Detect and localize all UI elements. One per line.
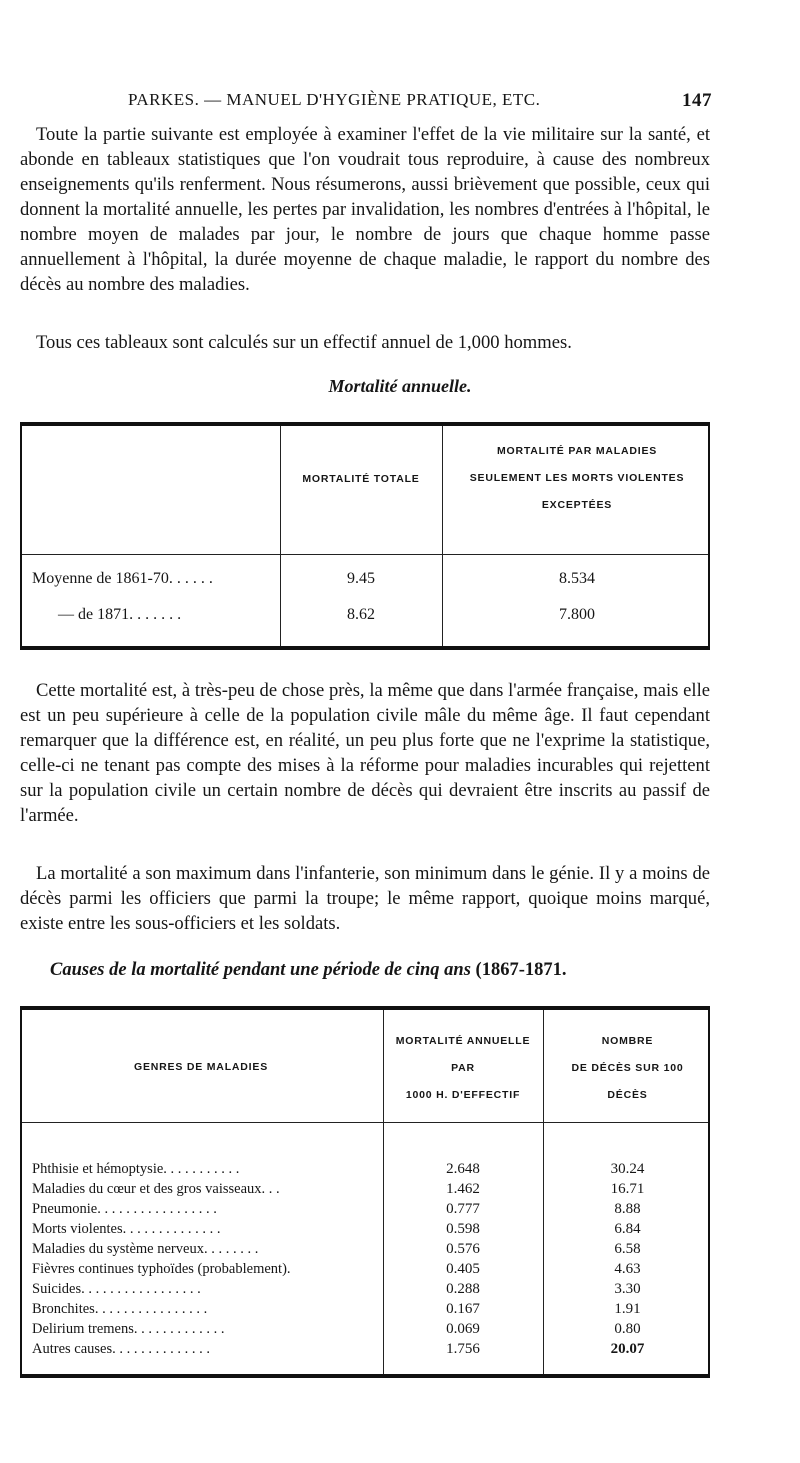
running-title: PARKES. — MANUEL D'HYGIÈNE PRATIQUE, ETC. — [128, 90, 541, 109]
table-cell: 0.598 — [446, 1221, 480, 1237]
table-cell: 1.756 — [446, 1341, 480, 1357]
table-cell: 1.462 — [446, 1181, 480, 1197]
col-mortalite-maladies: MORTALITÉ PAR MALADIES SEULEMENT LES MORTS VIOLENTES EXCEPTÉES — [469, 445, 685, 511]
table-row-label: Autres causes. . . . . . . . . . . . . . — [32, 1341, 211, 1357]
paragraph-intro: Toute la partie suivante est employée à examiner l'effet de la vie militaire sur la santé, et abonde en tableaux statistiques que l'on voudrait tous reproduire, à cause des nombreux enseignements qu'ils renferment. Nous résumerons, aussi brièvement que possible, ceux qui donnent la mortalité annuelle, les pertes par invalidation, les nombres d'entrées à l'hôpital, le nombre moyen de malades par jour, le nombre de jours que chaque homme passe annuellement à l'hôpital, la durée moyenne de chaque maladie, le rapport du nombre des décès au nombre des maladies. — [20, 124, 710, 295]
table-cell: 0.288 — [446, 1281, 480, 1297]
table-row-label: Bronchites. . . . . . . . . . . . . . . . — [32, 1301, 208, 1317]
table-cell: 8.62 — [347, 606, 375, 623]
paragraph-cette-mortalite: Cette mortalité est, à très-peu de chose près, la même que dans l'armée française, mais elle est un peu supérieure à celle de la population civile mâle du même âge. Il faut cependant remarquer que la différence est, en réalité, un peu plus forte que ne l'exprime la statistique, celle-ci ne tenant pas compte des mises à la réforme pour maladies incurables qui rejettent sur la population civile un certain nombre de décès qui devraient être inscrits au passif de l'armée. — [20, 680, 710, 826]
table-cell: 30.24 — [610, 1161, 645, 1177]
table2-caption: Causes de la mortalité pendant une période de cinq ans (1867-1871. — [50, 960, 567, 980]
mortality-table — [20, 422, 710, 650]
table-row-label: Moyenne de 1861-70. . . . . . — [32, 570, 213, 587]
table-row-label: Maladies du cœur et des gros vaisseaux. . . — [32, 1181, 280, 1197]
table-row-label: Morts violentes. . . . . . . . . . . . . . — [32, 1221, 221, 1237]
table-row-label: Delirium tremens. . . . . . . . . . . . . — [32, 1321, 225, 1337]
page-number: 147 — [682, 90, 712, 111]
table-cell: 6.84 — [614, 1221, 641, 1237]
table-cell: 0.405 — [446, 1261, 480, 1277]
table-row-label: Suicides. . . . . . . . . . . . . . . . . — [32, 1281, 201, 1297]
table-cell: 7.800 — [559, 606, 595, 623]
col-mortalite-totale: MORTALITÉ TOTALE — [302, 473, 420, 485]
paragraph-tableaux: Tous ces tableaux sont calculés sur un effectif annuel de 1,000 hommes. — [36, 332, 572, 353]
table-row-label: Maladies du système nerveux. . . . . . . . — [32, 1241, 259, 1257]
table-row-label: Phthisie et hémoptysie. . . . . . . . . . . — [32, 1161, 240, 1177]
causes-table — [20, 1006, 710, 1378]
table-row-label: Fièvres continues typhoïdes (probablement). — [32, 1261, 291, 1277]
table1-caption: Mortalité annuelle. — [328, 376, 472, 396]
table-cell: 8.88 — [614, 1201, 641, 1217]
table-row-label: Pneumonie. . . . . . . . . . . . . . . . . — [32, 1201, 217, 1217]
table-cell: 9.45 — [347, 570, 375, 587]
col-genres: GENRES DE MALADIES — [134, 1061, 268, 1073]
table-cell: 0.576 — [446, 1241, 480, 1257]
table-cell: 20.07 — [610, 1341, 645, 1357]
table-cell: 0.069 — [446, 1321, 480, 1337]
table-cell: 0.167 — [446, 1301, 480, 1317]
table-cell: 1.91 — [614, 1301, 641, 1317]
col-mortalite-annuelle: MORTALITÉ ANNUELLE PAR 1000 H. D'EFFECTIF — [395, 1035, 531, 1101]
table-cell: 2.648 — [446, 1161, 480, 1177]
table-cell: 3.30 — [614, 1281, 641, 1297]
table-cell: 16.71 — [610, 1181, 645, 1197]
table-cell: 6.58 — [614, 1241, 641, 1257]
table-cell: 4.63 — [614, 1261, 641, 1277]
table-row-label: — de 1871. . . . . . . — [58, 606, 182, 623]
col-nombre-deces: NOMBRE DE DÉCÈS SUR 100 DÉCÈS — [571, 1035, 684, 1101]
page-header — [128, 90, 712, 114]
table-cell: 8.534 — [559, 570, 595, 587]
table-cell: 0.777 — [446, 1201, 480, 1217]
table-cell: 0.80 — [614, 1321, 641, 1337]
paragraph-maximum: La mortalité a son maximum dans l'infanterie, son minimum dans le génie. Il y a moins de décès parmi les officiers que parmi la troupe; le même rapport, quoique moins marqué, existe entre les sous-officiers et les soldats. — [20, 863, 710, 934]
